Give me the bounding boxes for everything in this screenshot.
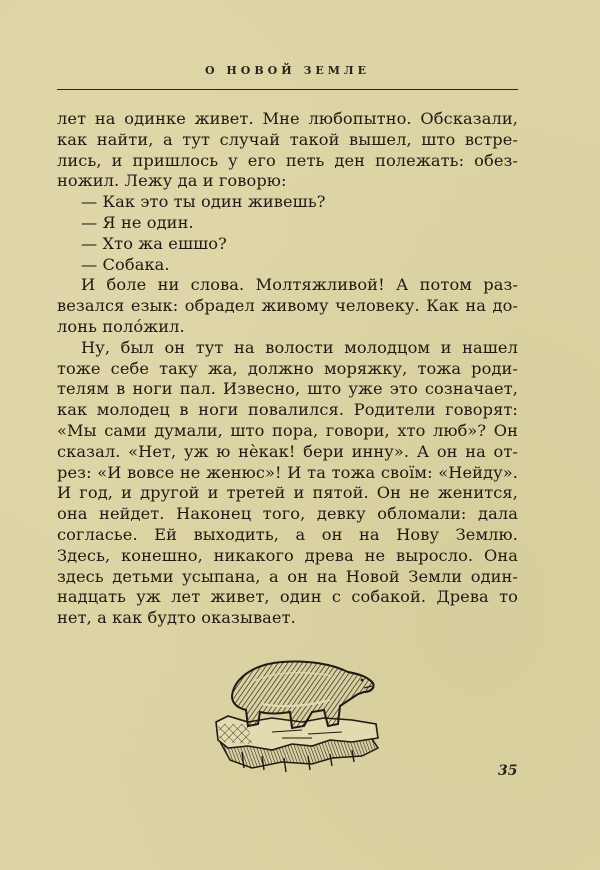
text-line: лись, и пришлось у его петь ден полежать: обез- xyxy=(57,150,518,170)
paragraph-start-line: И боле ни слова. Молтяжливой! А потом раз- xyxy=(81,275,518,295)
text-line: нет, а как будто оказывает. xyxy=(57,608,296,628)
header-rule xyxy=(57,89,518,90)
text-line: лет на одинке живет. Мне любопытно. Обсказали, xyxy=(57,109,518,128)
text-line: И год, и другой и третей и пятой. Он не женится, xyxy=(57,483,518,503)
running-head: О НОВОЙ ЗЕМЛЕ xyxy=(204,64,371,77)
text-line: тоже себе таку жа, должно моряжку, тожа роди- xyxy=(57,358,518,378)
text-line: сказал. «Нет, уж ю нèкак! бери инну». А он на от- xyxy=(57,441,518,461)
paragraph-start-line: Ну, был он тут на волости молодцом и нашел xyxy=(81,337,518,357)
dialog-line: — Собака. xyxy=(81,254,170,274)
polar-bear-illustration xyxy=(212,652,388,774)
text-line: она нейдет. Наконец того, девку обломали: дала xyxy=(57,504,518,524)
text-line: ножил. Лежу да и говорю: xyxy=(57,171,287,191)
text-line: лонь полóжил. xyxy=(57,316,185,336)
text-line: «Мы сами думали, што пора, говори, хто люб»? Он xyxy=(57,420,518,440)
text-line: Здесь, конешно, никакого древа не выросло. Она xyxy=(57,545,518,565)
text-line: как молодец в ноги повалился. Родители говорят: xyxy=(57,400,518,420)
text-line: согласье. Ей выходить, а он на Нову Землю. xyxy=(57,524,518,544)
text-line: везался езык: обрадел живому человеку. Как на до- xyxy=(57,296,518,316)
dialog-line: — Хто жа ешшо? xyxy=(81,233,227,253)
text-line: телям в ноги пал. Извесно, што уже это созначает, xyxy=(57,379,518,399)
text-line: надцать уж лет живет, один с собакой. Древа то xyxy=(57,587,518,607)
text-line: как найти, а тут случай такой вышел, што встре- xyxy=(57,129,518,149)
page-number: 35 xyxy=(498,763,518,779)
dialog-line: — Я не один. xyxy=(81,212,194,232)
dialog-line: — Как это ты один живешь? xyxy=(81,192,326,212)
text-line: рез: «И вовсе не женюс»! И та тожа своïм: «Нейду». xyxy=(57,462,518,482)
text-line: здесь детьми усыпана, а он на Новой Земли один- xyxy=(57,566,518,586)
body-text xyxy=(57,109,518,629)
